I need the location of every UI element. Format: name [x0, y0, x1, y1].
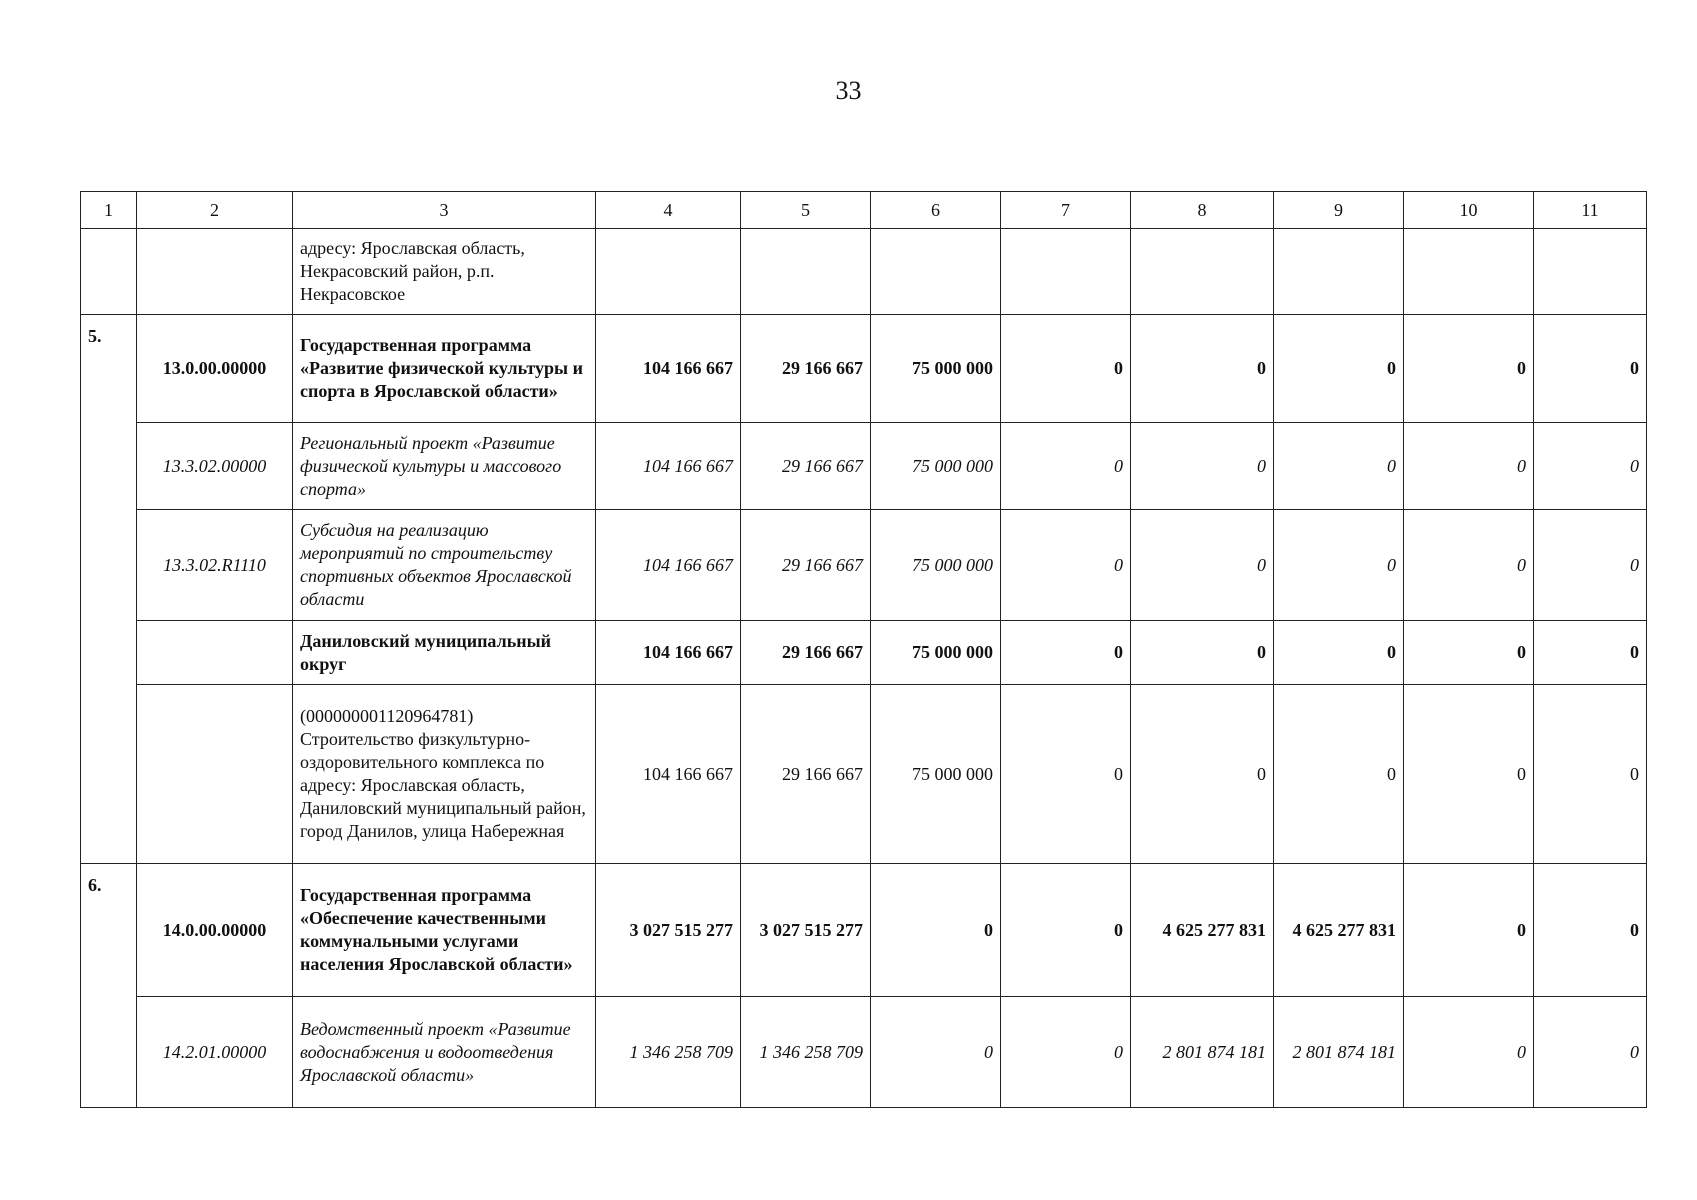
value-cell	[1274, 229, 1404, 315]
row-name: Даниловский муниципальный округ	[293, 621, 596, 685]
value-cell: 2 801 874 181	[1131, 997, 1274, 1108]
value-cell: 0	[1534, 685, 1647, 864]
value-cell	[1534, 229, 1647, 315]
column-header: 1	[81, 192, 137, 229]
table-row	[81, 621, 1647, 685]
value-cell: 29 166 667	[741, 621, 871, 685]
value-cell: 0	[1404, 423, 1534, 510]
column-header: 7	[1001, 192, 1131, 229]
value-cell	[596, 229, 741, 315]
value-cell: 29 166 667	[741, 510, 871, 621]
value-cell: 75 000 000	[871, 315, 1001, 423]
value-cell: 1 346 258 709	[596, 997, 741, 1108]
column-header: 3	[293, 192, 596, 229]
column-header: 6	[871, 192, 1001, 229]
value-cell: 0	[1404, 864, 1534, 997]
value-cell: 104 166 667	[596, 621, 741, 685]
column-header: 10	[1404, 192, 1534, 229]
value-cell: 0	[1001, 315, 1131, 423]
value-cell: 0	[1404, 685, 1534, 864]
value-cell: 75 000 000	[871, 685, 1001, 864]
value-cell: 0	[1131, 315, 1274, 423]
column-header: 11	[1534, 192, 1647, 229]
value-cell: 0	[1274, 315, 1404, 423]
value-cell: 0	[1274, 423, 1404, 510]
row-index-cell	[81, 229, 137, 315]
group-index: 6.	[81, 864, 137, 1108]
row-code: 13.3.02.R1110	[137, 510, 293, 621]
value-cell: 0	[1274, 510, 1404, 621]
row-name: адресу: Ярославская область, Некрасовский район, р.п. Некрасовское	[293, 229, 596, 315]
value-cell: 29 166 667	[741, 315, 871, 423]
value-cell: 0	[1001, 997, 1131, 1108]
row-code	[137, 229, 293, 315]
value-cell: 0	[1404, 997, 1534, 1108]
value-cell: 1 346 258 709	[741, 997, 871, 1108]
row-name: Региональный проект «Развитие физической культуры и массового спорта»	[293, 423, 596, 510]
table-row	[81, 864, 1647, 997]
value-cell: 0	[1131, 621, 1274, 685]
value-cell	[871, 229, 1001, 315]
value-cell: 0	[1001, 423, 1131, 510]
row-code: 13.0.00.00000	[137, 315, 293, 423]
value-cell: 104 166 667	[596, 510, 741, 621]
value-cell: 0	[1404, 510, 1534, 621]
value-cell: 0	[1534, 621, 1647, 685]
value-cell: 29 166 667	[741, 685, 871, 864]
row-name: Субсидия на реализацию мероприятий по строительству спортивных объектов Ярославской области	[293, 510, 596, 621]
column-header: 4	[596, 192, 741, 229]
value-cell: 0	[1001, 685, 1131, 864]
row-name: Ведомственный проект «Развитие водоснабжения и водоотведения Ярославской области»	[293, 997, 596, 1108]
table-row	[81, 997, 1647, 1108]
value-cell: 0	[1131, 423, 1274, 510]
value-cell: 0	[1274, 685, 1404, 864]
value-cell	[741, 229, 871, 315]
value-cell: 0	[1534, 997, 1647, 1108]
table-row	[81, 510, 1647, 621]
table-row	[81, 229, 1647, 315]
row-code: 13.3.02.00000	[137, 423, 293, 510]
row-code	[137, 621, 293, 685]
value-cell: 2 801 874 181	[1274, 997, 1404, 1108]
budget-table	[80, 191, 1647, 1108]
value-cell: 75 000 000	[871, 510, 1001, 621]
row-name: Государственная программа «Обеспечение качественными коммунальными услугами населения Ярославской области»	[293, 864, 596, 997]
value-cell: 0	[1404, 621, 1534, 685]
value-cell: 29 166 667	[741, 423, 871, 510]
value-cell: 0	[1534, 510, 1647, 621]
value-cell	[1001, 229, 1131, 315]
value-cell: 0	[1001, 510, 1131, 621]
row-code	[137, 685, 293, 864]
value-cell	[1131, 229, 1274, 315]
value-cell: 75 000 000	[871, 621, 1001, 685]
value-cell: 3 027 515 277	[741, 864, 871, 997]
value-cell: 4 625 277 831	[1274, 864, 1404, 997]
value-cell: 0	[1001, 621, 1131, 685]
value-cell: 4 625 277 831	[1131, 864, 1274, 997]
value-cell: 0	[1534, 315, 1647, 423]
value-cell: 104 166 667	[596, 423, 741, 510]
column-header: 5	[741, 192, 871, 229]
value-cell: 0	[1001, 864, 1131, 997]
column-header: 9	[1274, 192, 1404, 229]
row-name: Государственная программа «Развитие физической культуры и спорта в Ярославской области»	[293, 315, 596, 423]
column-header: 2	[137, 192, 293, 229]
value-cell: 0	[1131, 685, 1274, 864]
table-row	[81, 685, 1647, 864]
page-number: 33	[835, 76, 862, 105]
row-name: (000000001120964781) Строительство физкультурно-оздоровительного комплекса по адресу: Ярославская область, Даниловский муниципальный район, город Данилов, улица Набережная	[293, 685, 596, 864]
row-code: 14.2.01.00000	[137, 997, 293, 1108]
group-index: 5.	[81, 315, 137, 864]
value-cell: 0	[871, 997, 1001, 1108]
value-cell	[1404, 229, 1534, 315]
value-cell: 104 166 667	[596, 685, 741, 864]
value-cell: 104 166 667	[596, 315, 741, 423]
value-cell: 0	[1404, 315, 1534, 423]
value-cell: 75 000 000	[871, 423, 1001, 510]
table-row	[81, 423, 1647, 510]
table-row	[81, 315, 1647, 423]
value-cell: 3 027 515 277	[596, 864, 741, 997]
value-cell: 0	[1534, 423, 1647, 510]
value-cell: 0	[1131, 510, 1274, 621]
column-header: 8	[1131, 192, 1274, 229]
row-code: 14.0.00.00000	[137, 864, 293, 997]
value-cell: 0	[1274, 621, 1404, 685]
column-number-header-row	[81, 192, 1647, 229]
value-cell: 0	[1534, 864, 1647, 997]
value-cell: 0	[871, 864, 1001, 997]
